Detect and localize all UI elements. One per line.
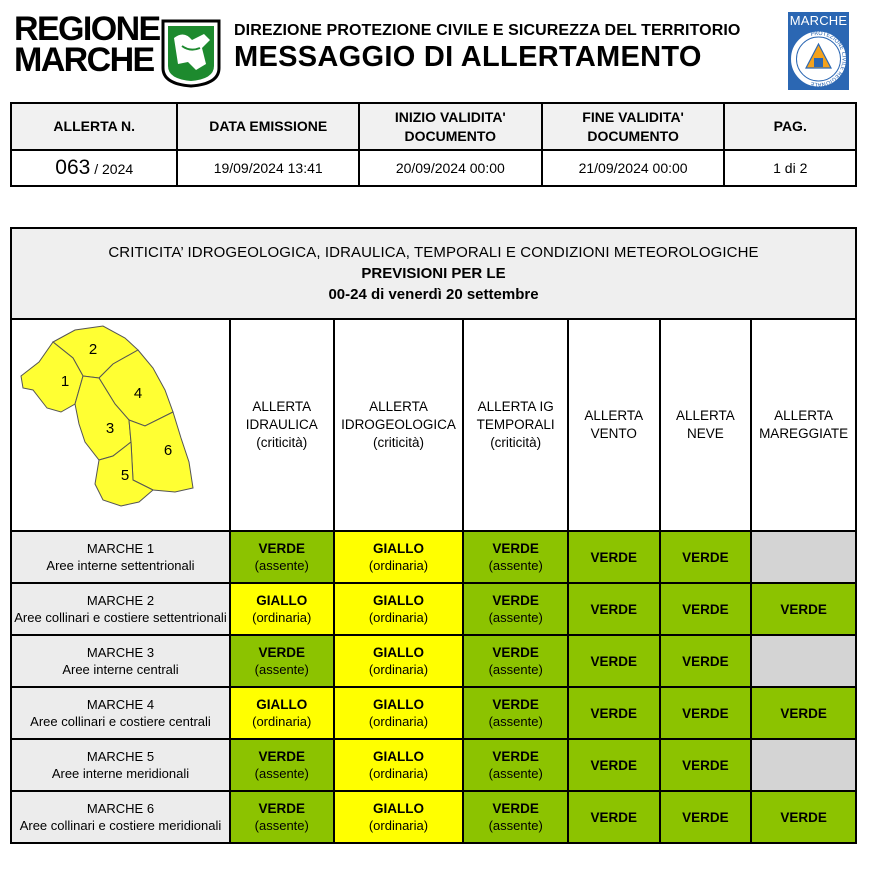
level-cell-vento (568, 531, 660, 583)
level-note: (assente) (488, 818, 543, 833)
level-label: VERDE (682, 809, 729, 825)
level-note: (assente) (254, 766, 309, 781)
zone-name: MARCHE 4 (86, 697, 155, 712)
level-cell-temporali (463, 635, 568, 687)
logo-word-regione: REGIONE (14, 10, 160, 48)
level-cell-idraulica (230, 687, 334, 739)
level-note: (assente) (254, 818, 309, 833)
zone-description: Aree collinari e costiere settentrionali (14, 610, 227, 625)
level-label: VERDE (258, 749, 306, 764)
level-cell-temporali (463, 687, 568, 739)
zone-rows (11, 531, 856, 843)
map-zone-6 (129, 412, 193, 492)
header-emission-date: DATA EMISSIONE (177, 103, 358, 150)
level-cell-idrogeologica (334, 531, 464, 583)
logo-word-marche: MARCHE (14, 41, 154, 79)
zone-description: Aree interne meridionali (51, 766, 190, 781)
forecast-title-row (11, 228, 856, 319)
level-cell-neve (660, 531, 752, 583)
zone-map-cell (11, 319, 230, 531)
level-cell-idraulica (230, 583, 334, 635)
level-note: (assente) (488, 714, 543, 729)
col-neve-l2: NEVE (686, 426, 724, 441)
zone-name-cell (11, 531, 230, 583)
header-alert-number: ALLERTA N. (11, 103, 177, 150)
level-cell-mareggiate (751, 583, 856, 635)
level-label: GIALLO (372, 749, 424, 764)
header-validity-start (359, 103, 542, 150)
map-label-1: 1 (60, 373, 70, 390)
header-title: MESSAGGIO DI ALLERTAMENTO (234, 41, 702, 73)
col-mareggiate-l2: MAREGGIATE (759, 426, 849, 441)
level-cell-idrogeologica (334, 791, 464, 843)
level-note: (assente) (488, 558, 543, 573)
level-label: GIALLO (372, 697, 424, 712)
level-label: VERDE (590, 549, 638, 565)
zone-row (11, 635, 856, 687)
level-label: VERDE (492, 541, 539, 556)
level-label: VERDE (780, 809, 827, 825)
map-label-6: 6 (163, 442, 173, 459)
level-cell-vento (568, 791, 660, 843)
col-vento-l1: ALLERTA (584, 408, 644, 423)
level-cell-idrogeologica (334, 739, 464, 791)
alert-info-table (10, 102, 857, 187)
level-note: (assente) (254, 662, 309, 677)
alert-number: 063 (55, 156, 91, 179)
col-neve (660, 319, 752, 531)
zone-name-cell (11, 687, 230, 739)
level-label: VERDE (682, 601, 729, 617)
zone-name-cell (11, 739, 230, 791)
level-label: VERDE (590, 809, 638, 825)
zone-name: MARCHE 5 (86, 749, 155, 764)
map-label-4: 4 (133, 385, 143, 402)
level-label: VERDE (492, 593, 539, 608)
zone-name: MARCHE 1 (86, 541, 155, 556)
zone-description: Aree interne settentrionali (46, 558, 195, 573)
level-note: (assente) (254, 558, 309, 573)
col-idraulica-l1: ALLERTA (252, 399, 312, 414)
level-label: VERDE (780, 705, 827, 721)
zone-name-cell (11, 583, 230, 635)
col-temporali-l3: (criticità) (490, 435, 542, 450)
emission-date-value: 19/09/2024 13:41 (177, 150, 358, 186)
zone-description: Aree interne centrali (62, 662, 179, 677)
col-temporali-l2: TEMPORALI (476, 417, 555, 432)
level-cell-mareggiate (751, 739, 856, 791)
info-header-row (11, 103, 856, 150)
map-label-5: 5 (120, 467, 130, 484)
level-cell-temporali (463, 791, 568, 843)
level-note: (ordinaria) (368, 818, 429, 833)
level-label: VERDE (590, 653, 638, 669)
header-validity-start-label: INIZIO VALIDITA' DOCUMENTO (394, 108, 506, 144)
map-label-2: 2 (88, 341, 98, 358)
regione-marche-logo (14, 10, 226, 92)
zone-description: Aree collinari e costiere centrali (30, 714, 211, 729)
level-note: (ordinaria) (252, 714, 312, 729)
level-cell-temporali (463, 531, 568, 583)
level-note: (assente) (488, 662, 543, 677)
alert-number-value (11, 150, 177, 186)
level-label: GIALLO (256, 697, 308, 712)
validity-end-value: 21/09/2024 00:00 (542, 150, 725, 186)
protezione-civile-emblem-icon (788, 28, 849, 90)
level-label: VERDE (258, 541, 306, 556)
level-label: VERDE (258, 801, 306, 816)
validity-start-value: 20/09/2024 00:00 (359, 150, 542, 186)
level-cell-idraulica (230, 791, 334, 843)
protezione-civile-label: MARCHE (789, 13, 848, 28)
level-label: VERDE (780, 601, 827, 617)
level-cell-vento (568, 739, 660, 791)
zone-name: MARCHE 3 (86, 645, 155, 660)
col-idrogeologica-l1: ALLERTA (369, 399, 428, 414)
info-value-row (11, 150, 856, 186)
level-label: GIALLO (372, 801, 424, 816)
level-cell-mareggiate (751, 531, 856, 583)
alert-year: / 2024 (94, 161, 134, 177)
level-cell-neve (660, 791, 752, 843)
level-label: GIALLO (372, 645, 424, 660)
forecast-table (10, 227, 857, 844)
forecast-title (11, 228, 856, 319)
protezione-civile-logo (788, 12, 849, 90)
level-label: GIALLO (372, 593, 424, 608)
level-note: (assente) (488, 766, 543, 781)
level-label: GIALLO (256, 593, 308, 608)
zone-name: MARCHE 2 (86, 593, 155, 608)
level-cell-idrogeologica (334, 635, 464, 687)
level-cell-temporali (463, 739, 568, 791)
col-vento-l2: VENTO (590, 426, 637, 441)
col-neve-l1: ALLERTA (675, 408, 735, 423)
column-header-row (11, 319, 856, 531)
level-cell-neve (660, 635, 752, 687)
level-cell-neve (660, 687, 752, 739)
level-label: VERDE (590, 601, 638, 617)
col-mareggiate-l1: ALLERTA (774, 408, 833, 423)
level-note: (ordinaria) (252, 610, 312, 625)
level-label: GIALLO (372, 541, 424, 556)
level-label: VERDE (590, 705, 638, 721)
level-label: VERDE (258, 645, 306, 660)
level-cell-neve (660, 739, 752, 791)
zone-name: MARCHE 6 (86, 801, 155, 816)
level-cell-vento (568, 687, 660, 739)
level-label: VERDE (492, 749, 539, 764)
col-mareggiate (751, 319, 856, 531)
level-cell-idraulica (230, 635, 334, 687)
page-value: 1 di 2 (724, 150, 856, 186)
zone-name-cell (11, 791, 230, 843)
col-idraulica-l2: IDRAULICA (245, 417, 318, 432)
level-cell-idraulica (230, 531, 334, 583)
col-temporali (463, 319, 568, 531)
col-temporali-l1: ALLERTA IG (477, 399, 554, 414)
level-label: VERDE (682, 549, 729, 565)
forecast-title-line1: CRITICITA’ IDROGEOLOGICA, IDRAULICA, TEMPORALI E CONDIZIONI METEOROLOGICHE (108, 244, 759, 261)
regione-marche-wordmark (14, 10, 160, 79)
level-cell-mareggiate (751, 687, 856, 739)
header-validity-end (542, 103, 725, 150)
level-cell-idrogeologica (334, 687, 464, 739)
zone-row (11, 531, 856, 583)
level-label: VERDE (682, 757, 729, 773)
header-subtitle: DIREZIONE PROTEZIONE CIVILE E SICUREZZA DEL TERRITORIO (234, 22, 741, 39)
level-note: (ordinaria) (368, 766, 429, 781)
level-note: (assente) (488, 610, 543, 625)
zone-row (11, 791, 856, 843)
level-label: VERDE (590, 757, 638, 773)
zone-row (11, 583, 856, 635)
zone-name-cell (11, 635, 230, 687)
level-note: (ordinaria) (368, 662, 429, 677)
level-cell-idraulica (230, 739, 334, 791)
level-label: VERDE (492, 645, 539, 660)
col-idrogeologica-l3: (criticità) (372, 435, 424, 450)
protezione-civile-ring-text: PROTEZIONE CIVILE REGIONALE (810, 30, 847, 88)
map-label-3: 3 (105, 420, 115, 437)
col-idrogeologica (334, 319, 464, 531)
level-label: VERDE (492, 697, 539, 712)
col-idraulica-l3: (criticità) (256, 435, 308, 450)
level-cell-vento (568, 583, 660, 635)
level-note: (ordinaria) (368, 714, 429, 729)
marche-zone-map (13, 320, 228, 525)
level-note: (ordinaria) (368, 610, 429, 625)
forecast-title-line2: PREVISIONI PER LE (361, 265, 506, 282)
level-cell-vento (568, 635, 660, 687)
level-cell-temporali (463, 583, 568, 635)
regione-emblem-icon (160, 18, 222, 88)
forecast-title-line3: 00-24 di venerdì 20 settembre (328, 286, 539, 303)
col-vento (568, 319, 660, 531)
level-cell-mareggiate (751, 635, 856, 687)
zone-row (11, 687, 856, 739)
level-label: VERDE (492, 801, 539, 816)
header-page: PAG. (724, 103, 856, 150)
level-note: (ordinaria) (368, 558, 429, 573)
level-cell-mareggiate (751, 791, 856, 843)
col-idraulica (230, 319, 334, 531)
col-idrogeologica-l2: IDROGEOLOGICA (341, 417, 456, 432)
level-cell-neve (660, 583, 752, 635)
zone-description: Aree collinari e costiere meridionali (19, 818, 222, 833)
header-validity-end-label: FINE VALIDITA' DOCUMENTO (582, 108, 684, 144)
level-label: VERDE (682, 705, 729, 721)
level-label: VERDE (682, 653, 729, 669)
level-cell-idrogeologica (334, 583, 464, 635)
zone-row (11, 739, 856, 791)
